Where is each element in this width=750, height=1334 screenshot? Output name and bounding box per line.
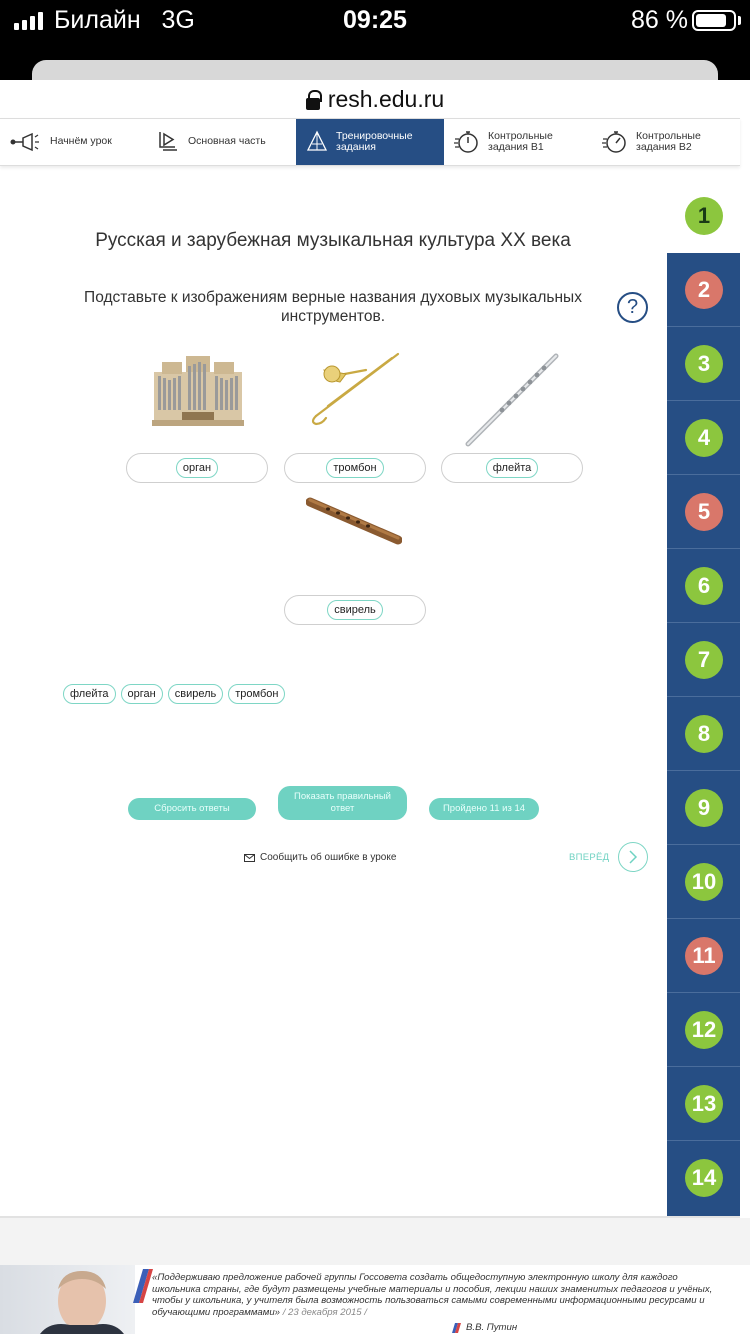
stopwatch-icon — [454, 129, 480, 155]
task-item-7[interactable] — [667, 623, 740, 697]
quote-text: «Поддерживаю предложение рабочей группы Госсовета создать общедоступную электронную школу для каждого школьника страны, где будут размещены учебные материалы и пособия, лекции наших знаменитых педагогов и учёных, чтобы у школьника, у учителя была возможность пользоваться самыми современными информационными ресурсами и обучающими программами» — [152, 1272, 713, 1318]
task-number: 6 — [685, 567, 723, 605]
task-item-8[interactable] — [667, 697, 740, 771]
footer-quote — [152, 1272, 722, 1318]
nav-label: Тренировочные задания — [336, 129, 413, 153]
task-item-3[interactable] — [667, 327, 740, 401]
clock: 09:25 — [343, 6, 407, 34]
carrier-name: Билайн — [54, 6, 141, 34]
nav-control-b2[interactable] — [592, 119, 740, 165]
nav-training-tasks[interactable] — [296, 119, 444, 165]
flute-image — [462, 350, 562, 448]
task-item-2[interactable] — [667, 253, 740, 327]
url-text: resh.edu.ru — [327, 86, 445, 112]
nav-label: Контрольные задания В2 — [636, 129, 701, 153]
nav-main-part[interactable] — [148, 119, 296, 165]
battery-percent: 86 % — [631, 6, 688, 34]
task-number-column — [667, 180, 740, 1216]
address-bar[interactable] — [0, 80, 750, 120]
task-number: 4 — [685, 419, 723, 457]
progress-badge: Пройдено 11 из 14 — [429, 798, 539, 820]
answer-chip[interactable]: флейта — [486, 458, 539, 478]
task-instruction: Подставьте к изображениям верные названия духовых музыкальных инструментов. — [84, 289, 582, 325]
nav-start-lesson[interactable] — [0, 119, 148, 165]
flag-icon — [133, 1267, 153, 1303]
answer-chip[interactable]: тромбон — [326, 458, 383, 478]
task-item-1[interactable] — [667, 180, 740, 253]
task-number: 10 — [685, 863, 723, 901]
task-number: 14 — [685, 1159, 723, 1197]
nav-label: Основная часть — [188, 135, 266, 148]
task-number: 11 — [685, 937, 723, 975]
lesson-title: Русская и зарубежная музыкальная культура XX века — [95, 230, 571, 251]
quote-date: / 23 декабря 2015 / — [282, 1306, 367, 1318]
envelope-icon — [244, 854, 255, 862]
help-icon[interactable] — [617, 292, 648, 323]
lock-icon — [306, 90, 320, 110]
task-item-5[interactable] — [667, 475, 740, 549]
organ-image — [152, 354, 244, 426]
task-number: 12 — [685, 1011, 723, 1049]
task-item-4[interactable] — [667, 401, 740, 475]
play-board-icon — [158, 130, 180, 154]
task-list — [667, 253, 740, 1216]
network-type: 3G — [161, 6, 195, 34]
answer-slot-svirel[interactable] — [284, 595, 426, 625]
report-error-label: Сообщить об ошибке в уроке — [260, 852, 397, 863]
task-number: 2 — [685, 271, 723, 309]
svirel-image — [306, 496, 402, 548]
task-number: 3 — [685, 345, 723, 383]
word-bank-chip[interactable]: свирель — [168, 684, 224, 704]
footer-banner — [0, 1265, 750, 1334]
nav-control-b1[interactable] — [444, 119, 592, 165]
report-error-link[interactable] — [244, 852, 396, 863]
task-number: 7 — [685, 641, 723, 679]
task-number: 8 — [685, 715, 723, 753]
megaphone-icon — [10, 132, 42, 152]
task-item-14[interactable] — [667, 1141, 740, 1215]
word-bank-chip[interactable]: тромбон — [228, 684, 285, 704]
answer-chip[interactable]: свирель — [327, 600, 383, 620]
task-number: 13 — [685, 1085, 723, 1123]
answer-slot-organ[interactable] — [126, 453, 268, 483]
task-item-10[interactable] — [667, 845, 740, 919]
word-bank — [63, 684, 285, 704]
next-button[interactable] — [618, 842, 648, 872]
task-item-6[interactable] — [667, 549, 740, 623]
answer-chip[interactable]: орган — [176, 458, 218, 478]
battery-icon — [692, 10, 736, 31]
next-label[interactable]: ВПЕРЁД — [569, 852, 610, 863]
lesson-nav — [0, 118, 740, 166]
help-symbol: ? — [626, 296, 639, 318]
show-answer-button[interactable]: Показать правильный ответ — [278, 786, 407, 820]
task-item-12[interactable] — [667, 993, 740, 1067]
nav-label: Начнём урок — [50, 135, 112, 148]
flag-icon — [452, 1323, 462, 1333]
stopwatch-icon — [602, 129, 628, 155]
signature-name: В.В. Путин — [466, 1322, 518, 1333]
task-item-9[interactable] — [667, 771, 740, 845]
word-bank-chip[interactable]: флейта — [63, 684, 116, 704]
task-number: 9 — [685, 789, 723, 827]
quote-signature — [452, 1322, 517, 1333]
task-number: 1 — [685, 197, 723, 235]
trombone-image — [306, 352, 402, 428]
task-item-13[interactable] — [667, 1067, 740, 1141]
answer-slot-trombone[interactable] — [284, 453, 426, 483]
nav-label: Контрольные задания В1 — [488, 129, 553, 153]
reset-answers-button[interactable]: Сбросить ответы — [128, 798, 256, 820]
chevron-right-icon — [628, 850, 638, 864]
task-number: 5 — [685, 493, 723, 531]
answer-slot-flute[interactable] — [441, 453, 583, 483]
word-bank-chip[interactable]: орган — [121, 684, 163, 704]
task-item-11[interactable] — [667, 919, 740, 993]
pyramid-icon — [306, 130, 328, 154]
portrait-photo — [0, 1265, 135, 1334]
